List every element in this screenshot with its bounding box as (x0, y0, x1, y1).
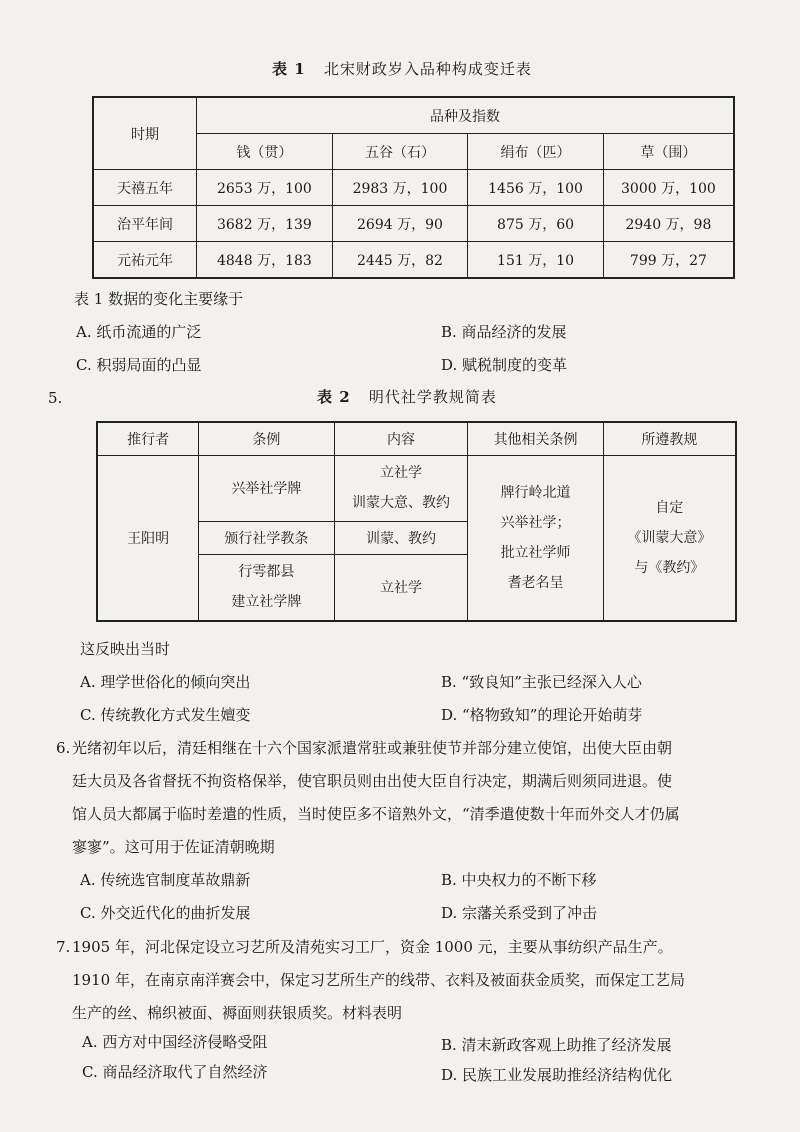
q7-option-b[interactable]: B. 清末新政客观上助推了经济发展 (441, 1036, 672, 1054)
q7-option-c[interactable]: C. 商品经济取代了自然经济 (82, 1063, 268, 1081)
q5-stem: 这反映出当时 (80, 640, 171, 658)
rule-cell: 颁行社学教条 (199, 521, 335, 554)
q6-stem (72, 737, 772, 869)
table-cell: 2445 万，82 (332, 242, 468, 279)
q7-line: 生产的丝、棉织被面、褥面则获银质奖。材料表明 (72, 1004, 403, 1022)
table2 (96, 421, 737, 622)
row-period: 治平年间 (93, 206, 197, 242)
row-period: 元祐元年 (93, 242, 197, 279)
table1-caption (272, 58, 532, 79)
q6-line: 馆人员大都属于临时差遣的性质，当时使臣多不谙熟外文，“清季遣使数十年而外交人才仍属 (72, 805, 680, 823)
q7-stem (72, 936, 777, 1035)
q4-option-c[interactable]: C. 积弱局面的凸显 (76, 356, 202, 374)
header-group: 品种及指数 (197, 97, 734, 134)
table-cell: 151 万，10 (468, 242, 604, 279)
other-line: 批立社学师 (500, 544, 571, 561)
q7-number: 7. (56, 938, 71, 956)
q6-option-c[interactable]: C. 外交近代化的曲折发展 (80, 904, 251, 922)
col-header: 钱（贯） (197, 134, 333, 170)
rules-line: 《训蒙大意》 (627, 529, 712, 546)
content-cell: 立社学 (334, 554, 468, 621)
rule-line: 行雩都县 (238, 564, 295, 581)
q4-stem: 表 1 数据的变化主要缘于 (74, 290, 244, 308)
content-line: 立社学 (379, 465, 422, 481)
rules-line: 与《教约》 (634, 559, 705, 576)
other-rules-cell (468, 455, 604, 621)
table2-title: 明代社学教规简表 (368, 388, 497, 406)
t2-header: 所遵教规 (603, 422, 736, 455)
other-line: 耆老名呈 (507, 574, 564, 591)
table-cell: 3000 万，100 (603, 170, 734, 206)
other-line: 牌行岭北道 (500, 484, 571, 501)
q5-number: 5. (48, 389, 63, 407)
content-line: 训蒙大意、教约 (351, 495, 450, 511)
q7-option-a[interactable]: A. 西方对中国经济侵略受阻 (82, 1033, 268, 1051)
table-row (93, 242, 734, 279)
table1-number: 表 1 (272, 60, 306, 78)
table-cell: 2940 万，98 (603, 206, 734, 242)
q5-option-d[interactable]: D. “格物致知”的理论开始萌芽 (441, 706, 643, 724)
row-period: 天禧五年 (93, 170, 197, 206)
q6-option-a[interactable]: A. 传统选官制度革故鼎新 (80, 871, 251, 889)
table-cell: 2694 万，90 (332, 206, 468, 242)
other-line: 兴举社学； (500, 514, 571, 531)
t2-header: 条例 (199, 422, 335, 455)
q6-option-d[interactable]: D. 宗藩关系受到了冲击 (441, 904, 598, 922)
content-cell: 训蒙、教约 (334, 521, 468, 554)
col-header: 五谷（石） (332, 134, 468, 170)
rule-cell (199, 554, 335, 621)
table-cell: 875 万，60 (468, 206, 604, 242)
q5-option-a[interactable]: A. 理学世俗化的倾向突出 (80, 673, 251, 691)
q5-option-b[interactable]: B. “致良知”主张已经深入人心 (441, 673, 642, 691)
promoter-cell: 王阳明 (97, 455, 199, 621)
table2-caption (317, 386, 497, 407)
table-cell: 4848 万，183 (197, 242, 333, 279)
table-cell: 3682 万，139 (197, 206, 333, 242)
col-header: 绢布（匹） (468, 134, 604, 170)
rules-line: 自定 (655, 499, 684, 516)
q7-option-d[interactable]: D. 民族工业发展助推经济结构优化 (441, 1066, 673, 1084)
q4-option-b[interactable]: B. 商品经济的发展 (441, 323, 567, 341)
table-cell: 799 万，27 (603, 242, 734, 279)
t2-header: 推行者 (97, 422, 199, 455)
followed-rules-cell (603, 455, 736, 621)
q4-option-a[interactable]: A. 纸币流通的广泛 (76, 323, 202, 341)
q6-line: 寥寥”。这可用于佐证清朝晚期 (72, 838, 275, 856)
table-cell: 1456 万，100 (468, 170, 604, 206)
q6-option-b[interactable]: B. 中央权力的不断下移 (441, 871, 597, 889)
table-cell: 2983 万，100 (332, 170, 468, 206)
t2-header: 其他相关条例 (468, 422, 604, 455)
q6-line: 光绪初年以后，清廷相继在十六个国家派遣常驻或兼驻使节并部分建立使馆，出使大臣由朝 (72, 739, 673, 757)
rule-line: 建立社学牌 (231, 594, 302, 611)
table-row (93, 170, 734, 206)
table1 (92, 96, 735, 279)
table2-number: 表 2 (317, 388, 351, 406)
q6-line: 廷大员及各省督抚不拘资格保举，使官职员则由出使大臣自行决定，期满后则须同进退。使 (72, 772, 673, 790)
q6-number: 6. (56, 739, 71, 757)
rule-cell: 兴举社学牌 (199, 455, 335, 521)
t2-header: 内容 (334, 422, 468, 455)
q7-line: 1905 年，河北保定设立习艺所及清苑实习工厂，资金 1000 元，主要从事纺织产品生产。 (72, 938, 673, 956)
header-period: 时期 (93, 97, 197, 170)
col-header: 草（围） (603, 134, 734, 170)
q4-option-d[interactable]: D. 赋税制度的变革 (441, 356, 568, 374)
table1-title: 北宋财政岁入品种构成变迁表 (323, 60, 532, 78)
content-cell (334, 455, 468, 521)
q7-line: 1910 年，在南京南洋赛会中，保定习艺所生产的线带、衣料及被面获金质奖，而保定工艺局 (72, 971, 685, 989)
table-row (93, 206, 734, 242)
q5-option-c[interactable]: C. 传统教化方式发生嬗变 (80, 706, 251, 724)
table-cell: 2653 万，100 (197, 170, 333, 206)
